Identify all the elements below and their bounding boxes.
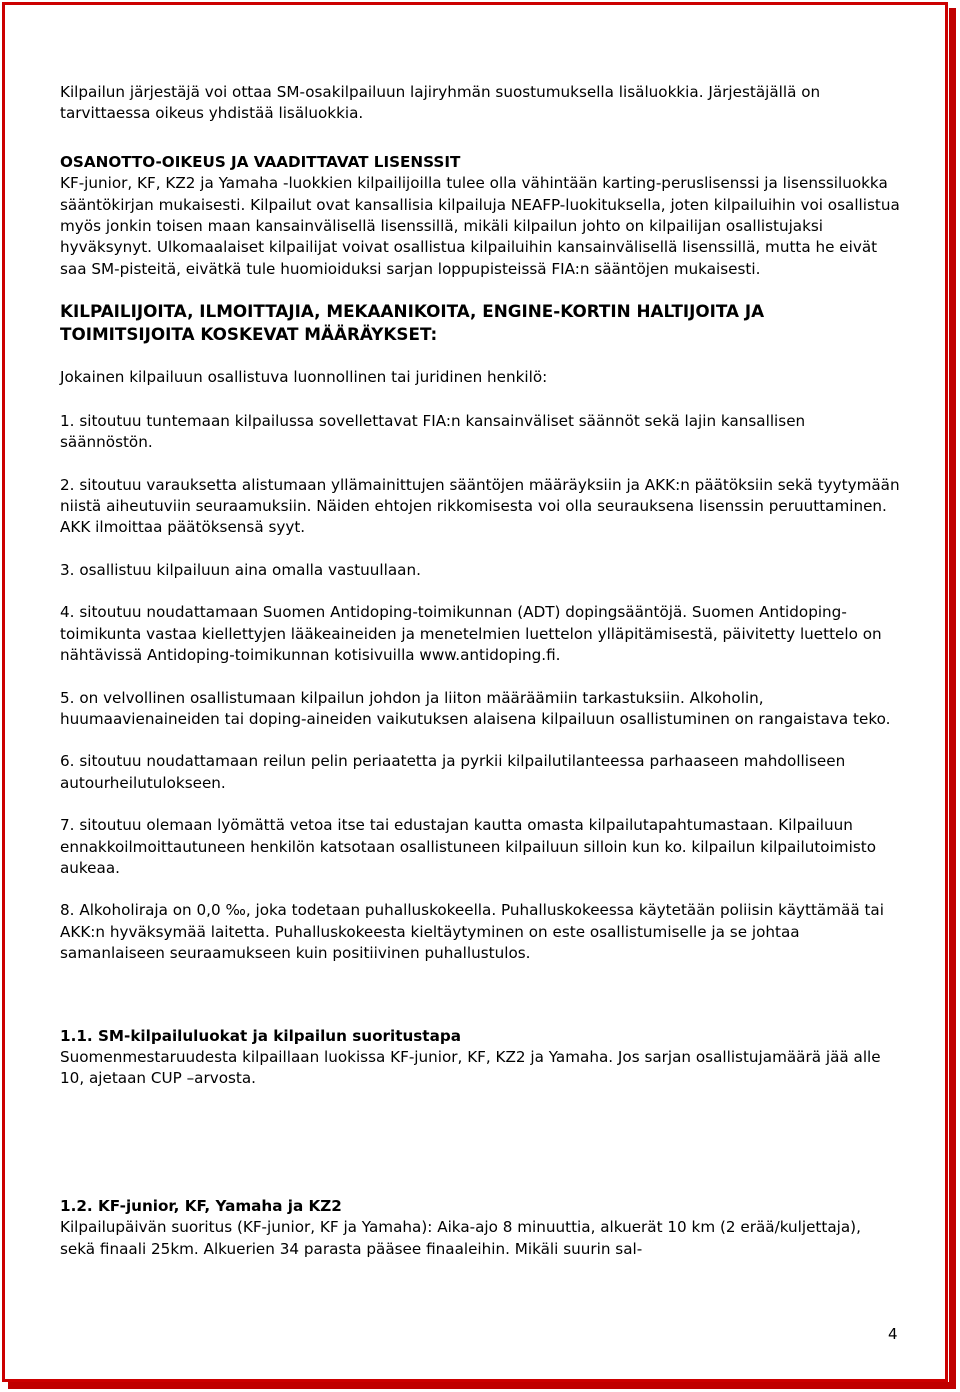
page-border-shadow-right	[949, 8, 956, 1386]
page-border-shadow-bottom	[8, 1382, 956, 1389]
rule-item-4: 4. sitoutuu noudattamaan Suomen Antidoping-toimikunnan (ADT) dopingsääntöjä. Suomen Antidoping-toimikunta vastaa kiellettyjen lääkeaineiden ja menetelmien luettelon ylläpitämisestä, päivitetty luettelo on nähtävissä Antidoping-toimikunnan kotisivuilla www.antidoping.fi.	[60, 603, 882, 665]
section-1-2	[60, 1196, 900, 1260]
document-body	[60, 82, 900, 1260]
rule-item-5: 5. on velvollinen osallistumaan kilpailun johdon ja liiton määräämiin tarkastuksiin. Alkoholin, huumaavienaineiden tai doping-aineiden vaikutuksen alaisena kilpailuun osallistuminen on rangaistava teko.	[60, 688, 891, 728]
page-number: 4	[888, 1325, 898, 1343]
intro-paragraph: Kilpailun järjestäjä voi ottaa SM-osakilpailuun lajiryhmän suostumuksella lisäluokkia. Järjestäjällä on tarvittaessa oikeus yhdistää lisäluokkia.	[60, 83, 821, 123]
rules-lead: Jokainen kilpailuun osallistuva luonnollinen tai juridinen henkilö:	[60, 368, 548, 387]
section-1-1	[60, 1026, 900, 1090]
rules-heading: KILPAILIJOITA, ILMOITTAJIA, MEKAANIKOITA, ENGINE-KORTIN HALTIJOITA JA TOIMITSIJOITA KOSKEVAT MÄÄRÄYKSET:	[60, 301, 765, 344]
section-1-2-title: 1.2. KF-junior, KF, Yamaha ja KZ2	[60, 1196, 342, 1215]
license-heading: OSANOTTO-OIKEUS JA VAADITTAVAT LISENSSIT	[60, 152, 461, 171]
section-1-1-title: 1.1. SM-kilpailuluokat ja kilpailun suoritustapa	[60, 1026, 461, 1045]
rule-item-6: 6. sitoutuu noudattamaan reilun pelin periaatetta ja pyrkii kilpailutilanteessa parhaaseen mahdolliseen autourheilutulokseen.	[60, 752, 846, 792]
rule-item-2: 2. sitoutuu varauksetta alistumaan yllämainittujen sääntöjen määräyksiin ja AKK:n päätöksiin sekä tyytymään niistä aiheutuviin seuraamuksiin. Näiden ehtojen rikkomisesta voi olla seurauksena lisenssin peruuttaminen. AKK ilmoittaa päätöksensä syyt.	[60, 475, 900, 537]
section-1-1-text: Suomenmestaruudesta kilpaillaan luokissa KF-junior, KF, KZ2 ja Yamaha. Jos sarjan osallistujamäärä jää alle 10, ajetaan CUP –arvosta.	[60, 1047, 881, 1088]
license-paragraph: KF-junior, KF, KZ2 ja Yamaha -luokkien kilpailijoilla tulee olla vähintään karting-peruslisenssi ja lisenssiluokka sääntökirjan mukaisesti. Kilpailut ovat kansallisia kilpailuja NEAFP-luokituksella, joten kilpailuihin voi osallistua myös jonkin toisen maan kansainvälisellä lisenssillä, mikäli kilpailun johto on kilpailijan osallistujaksi hyväksynyt. Ulkomaalaiset kilpailijat voivat osallistua kilpailuihin kansainvälisellä lisenssillä, mutta he eivät saa SM-pisteitä, eivätkä tule huomioiduksi sarjan loppupisteissä FIA:n sääntöjen mukaisesti.	[60, 174, 900, 278]
rule-item-3: 3. osallistuu kilpailuun aina omalla vastuullaan.	[60, 560, 421, 579]
rule-item-7: 7. sitoutuu olemaan lyömättä vetoa itse tai edustajan kautta omasta kilpailutapahtumastaan. Kilpailuun ennakkoilmoittautuneen henkilön katsotaan osallistuneen kilpailuun silloin kun ko. kilpailun kilpailutoimisto aukeaa.	[60, 816, 876, 877]
rule-item-8: 8. Alkoholiraja on 0,0 ‰, joka todetaan puhalluskokeella. Puhalluskokeessa käytetään poliisin käyttämää tai AKK:n hyväksymää laitetta. Puhalluskokeesta kieltäytyminen on este osallistumiselle ja se johtaa samanlaiseen seuraamukseen kuin positiivinen puhallustulos.	[60, 901, 884, 963]
rule-item-1: 1. sitoutuu tuntemaan kilpailussa sovellettavat FIA:n kansainväliset säännöt sekä lajin kansallisen säännöstön.	[60, 411, 806, 452]
section-1-2-text: Kilpailupäivän suoritus (KF-junior, KF ja Yamaha): Aika-ajo 8 minuuttia, alkuerät 10 km (2 erää/kuljettaja), sekä finaali 25km. Alkuerien 34 parasta pääsee finaaleihin. Mikäli suurin sal-	[60, 1218, 861, 1258]
license-section	[60, 152, 900, 280]
